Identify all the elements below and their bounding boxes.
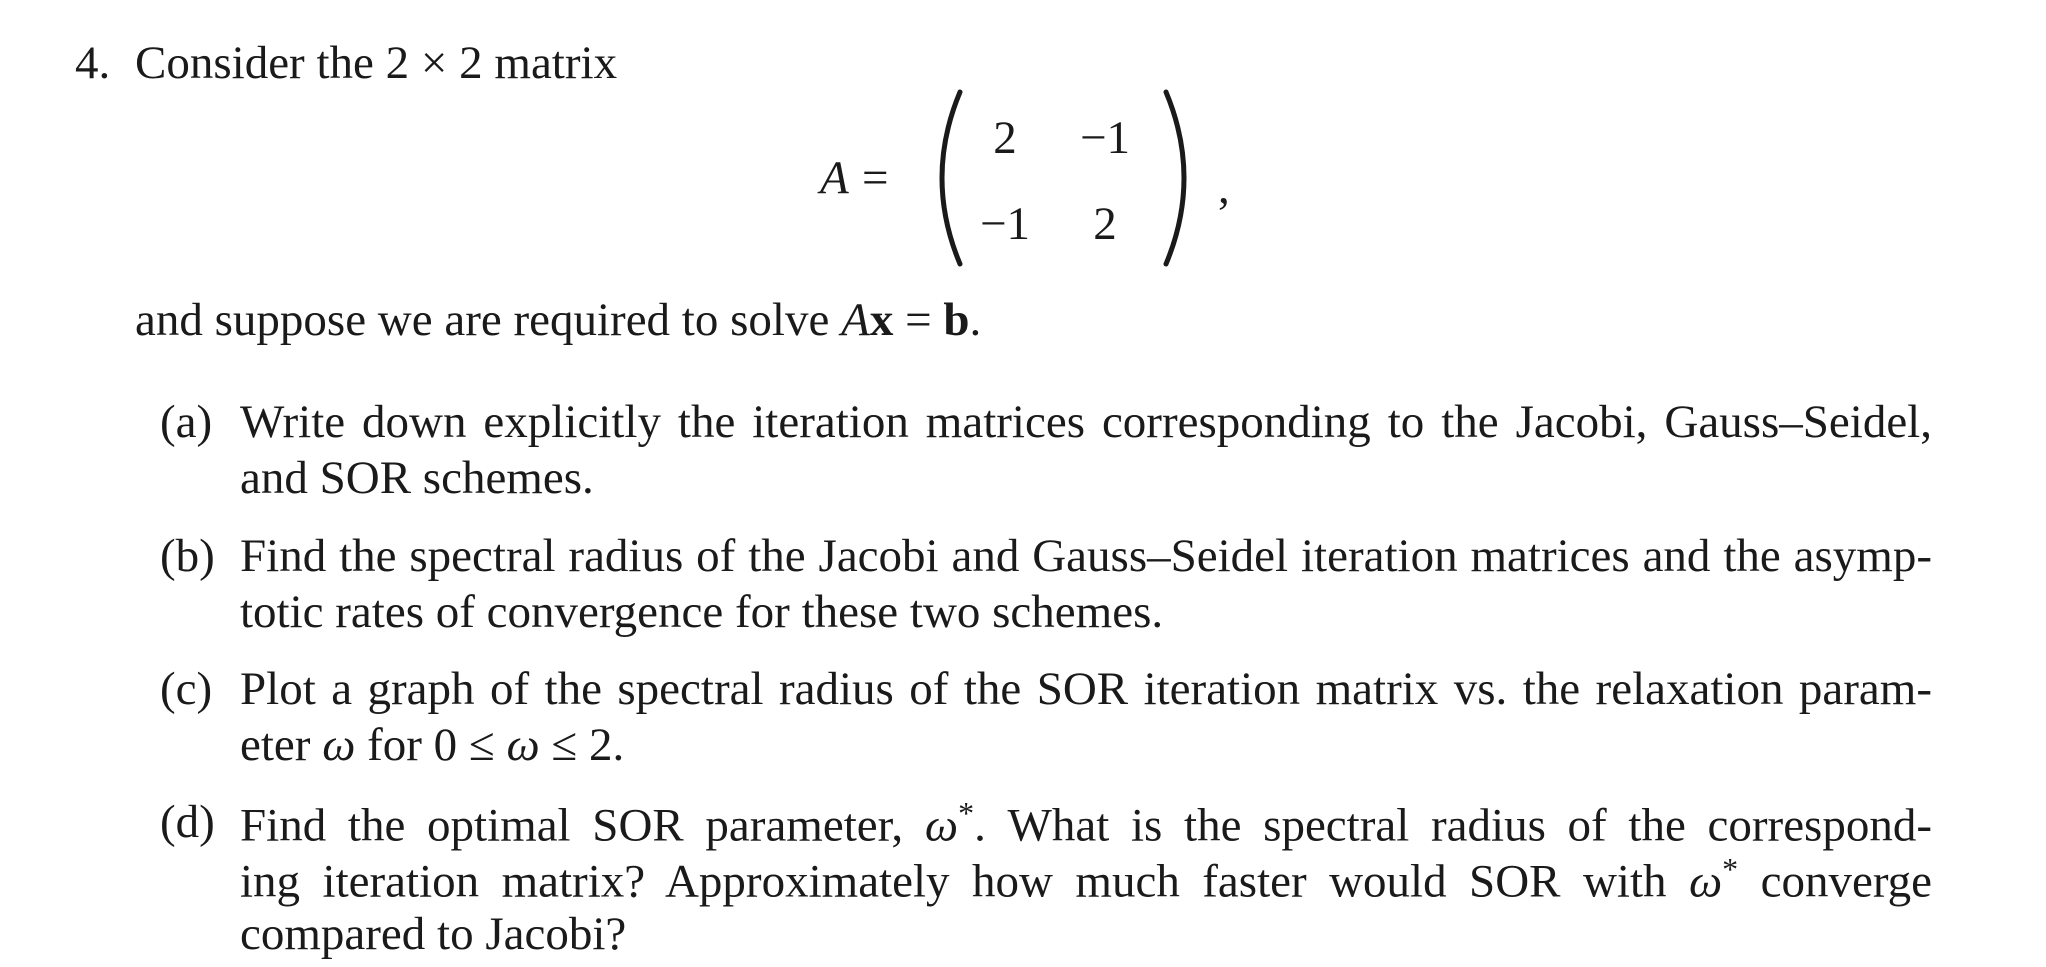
problem-statement [135, 292, 981, 348]
matrix-cell-r2c1: −1 [979, 198, 1030, 250]
part-c-line-2-mid: for 0 ≤ [355, 719, 507, 771]
matrix-cell-r1c1: 2 [993, 112, 1017, 164]
part-d-line-1-prefix: Find the optimal SOR parameter, [240, 799, 925, 852]
statement-vector-x: x [869, 294, 894, 346]
part-d-line-3: compared to Jacobi? [240, 908, 627, 960]
part-b-line-2: totic rates of convergence for these two schemes. [240, 586, 1164, 638]
matrix-cell-r1c2: −1 [1079, 112, 1130, 164]
omega-symbol: ω [924, 799, 959, 852]
part-c-line-2 [240, 717, 624, 773]
optimal-star: * [1722, 851, 1739, 887]
matrix-name: A [820, 152, 849, 204]
part-d-line-2-prefix: ing iteration matrix? Approximately how much faster would SOR with [240, 855, 1689, 908]
part-d-label: (d) [160, 796, 215, 848]
part-d-line-1-suffix: . What is the spectral radius of the correspond- [974, 799, 1932, 852]
part-b-line-1: Find the spectral radius of the Jacobi and Gauss–Seidel iteration matrices and the asymp- [240, 530, 1932, 582]
omega-symbol: ω [322, 719, 356, 771]
part-a-label: (a) [160, 396, 213, 448]
problem-number: 4. [75, 37, 111, 89]
statement-period: . [969, 294, 982, 346]
right-parenthesis [1156, 88, 1206, 268]
problem-intro: Consider the 2 × 2 matrix [135, 37, 618, 89]
statement-vector-b: b [943, 294, 970, 346]
statement-matrix-symbol: A [841, 294, 870, 346]
matrix-equals-sign: = [862, 152, 889, 204]
part-a-line-2: and SOR schemes. [240, 452, 594, 504]
omega-symbol: ω [506, 719, 540, 771]
statement-equals: = [893, 294, 944, 346]
part-a-line-1: Write down explicitly the iteration matrices corresponding to the Jacobi, Gauss–Seidel, [240, 396, 1932, 448]
statement-prefix: and suppose we are required to solve [135, 294, 842, 346]
matrix-cell-r2c2: 2 [1093, 198, 1117, 250]
part-d-line-1 [240, 794, 1932, 854]
part-c-label: (c) [160, 663, 213, 715]
part-c-line-2-end: ≤ 2. [539, 719, 625, 771]
part-c-line-1: Plot a graph of the spectral radius of the SOR iteration matrix vs. the relaxation param- [240, 663, 1932, 715]
part-d-line-2-suffix: converge [1738, 855, 1932, 908]
omega-symbol: ω [1688, 855, 1723, 908]
part-d-line-2 [240, 850, 1932, 910]
optimal-star: * [958, 795, 975, 831]
matrix-equation [820, 88, 1240, 268]
part-c-line-2-prefix: eter [240, 719, 323, 771]
matrix-trailing-comma: , [1218, 162, 1230, 214]
part-b-label: (b) [160, 530, 215, 582]
